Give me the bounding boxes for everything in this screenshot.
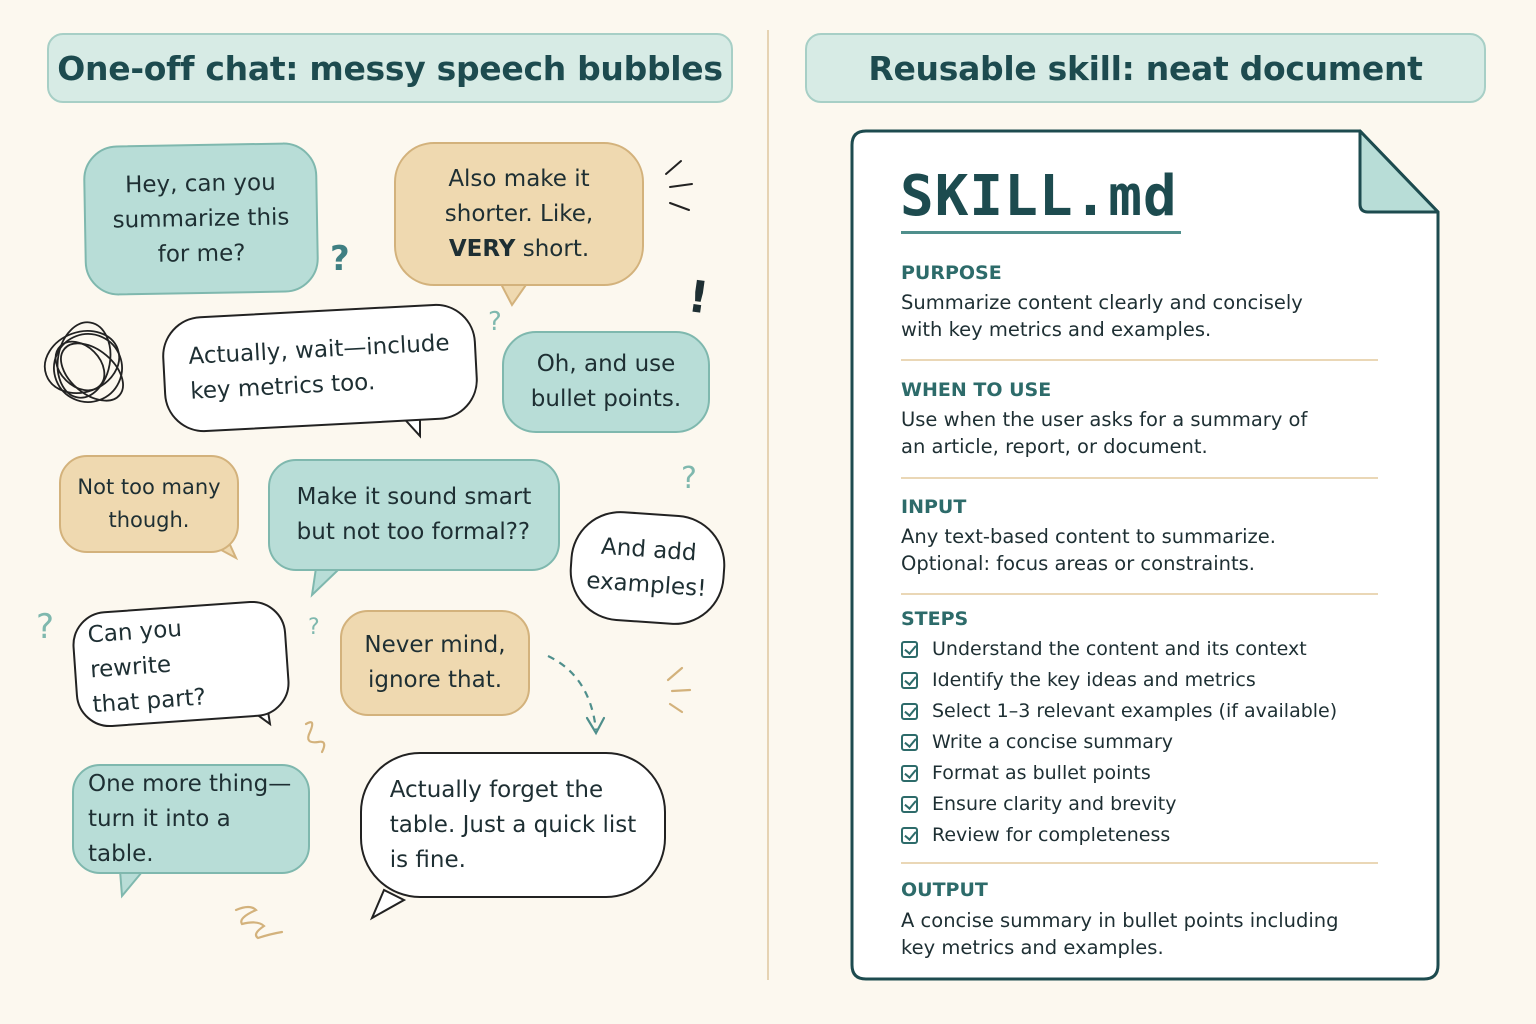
output-heading: OUTPUT: [901, 879, 988, 901]
step-item: [901, 669, 1256, 691]
bubble-text: And add examples!: [585, 533, 708, 603]
step-item: [901, 762, 1151, 784]
step-label: Write a concise summary: [932, 731, 1174, 753]
checkbox-checked-icon: [901, 703, 918, 720]
folded-corner-icon: [1360, 131, 1438, 212]
checkbox-checked-icon: [901, 827, 918, 844]
bubble-text: Hey, can you summarize this for me?: [112, 169, 290, 268]
question-mark-doodle: ?: [308, 615, 320, 640]
steps-heading: STEPS: [901, 608, 969, 630]
step-label: Ensure clarity and brevity: [932, 793, 1177, 815]
exclamation-mark-doodle: !: [684, 271, 712, 325]
speech-bubble: [566, 508, 728, 629]
speech-tail: [312, 568, 338, 595]
speech-bubble: [70, 599, 292, 730]
right-panel-header: Reusable skill: neat document: [805, 33, 1486, 103]
section-divider: [901, 862, 1378, 864]
question-mark-doodle: ?: [488, 307, 502, 337]
scribble-doodle: [36, 318, 134, 413]
when-body: Use when the user asks for a summary of an article, report, or document.: [901, 408, 1308, 458]
emphasis-lines: [668, 668, 690, 712]
bubble-text: One more thing— turn it into a table.: [88, 770, 292, 867]
bubble-text: Make it sound smart but not too formal??: [296, 484, 532, 545]
section-divider: [901, 359, 1378, 361]
step-item: [901, 793, 1176, 815]
question-mark-doodle: ?: [330, 239, 350, 279]
speech-bubble: [72, 764, 310, 874]
speech-bubble: [160, 302, 480, 434]
emphasis-lines: [666, 161, 692, 210]
purpose-body: Summarize content clearly and concisely with key metrics and examples.: [901, 291, 1303, 341]
step-label: Format as bullet points: [932, 762, 1151, 784]
question-mark-doodle: ?: [681, 461, 697, 496]
step-item: [901, 638, 1307, 660]
input-heading: INPUT: [901, 496, 967, 518]
output-body: A concise summary in bullet points including key metrics and examples.: [901, 909, 1339, 959]
checkbox-checked-icon: [901, 672, 918, 689]
step-label: Select 1–3 relevant examples (if available): [932, 700, 1338, 722]
checkbox-checked-icon: [901, 796, 918, 813]
step-item: [901, 824, 1170, 846]
section-divider: [901, 477, 1378, 479]
speech-bubble: [268, 459, 560, 571]
squiggle-doodle: [306, 722, 324, 752]
left-panel-header: One-off chat: messy speech bubbles: [47, 33, 733, 103]
bubble-text: Never mind, ignore that.: [364, 632, 506, 693]
bubble-text: Also make it shorter. Like, VERY short.: [444, 165, 594, 262]
speech-bubble: [59, 455, 239, 553]
bubble-text: Not too many though.: [77, 475, 221, 532]
squiggle-doodle: [236, 907, 282, 938]
step-label: Understand the content and its context: [932, 638, 1307, 660]
document-title: SKILL.md: [900, 164, 1178, 229]
section-divider: [901, 593, 1378, 595]
speech-bubble: [360, 752, 666, 898]
bubble-text: Actually, wait—include key metrics too.: [187, 330, 451, 405]
checkbox-checked-icon: [901, 765, 918, 782]
step-label: Review for completeness: [932, 824, 1171, 846]
bubble-text: Oh, and use bullet points.: [530, 351, 682, 412]
checkbox-checked-icon: [901, 641, 918, 658]
input-body: Any text-based content to summarize. Optional: focus areas or constraints.: [901, 525, 1276, 575]
step-label: Identify the key ideas and metrics: [932, 669, 1256, 691]
step-item: [901, 731, 1173, 753]
title-underline: [901, 231, 1181, 234]
question-mark-doodle: ?: [36, 607, 55, 647]
speech-bubble: [83, 142, 320, 296]
checkbox-checked-icon: [901, 734, 918, 751]
purpose-heading: PURPOSE: [901, 262, 1002, 284]
speech-bubble: [340, 610, 530, 716]
bubble-text: Can you rewrite that part?: [86, 615, 207, 718]
speech-bubble: [394, 142, 644, 286]
bubble-text: Actually forget the table. Just a quick list is fine.: [389, 776, 637, 873]
when-heading: WHEN TO USE: [901, 379, 1052, 401]
speech-bubble: [502, 331, 710, 433]
step-item: [901, 700, 1337, 722]
